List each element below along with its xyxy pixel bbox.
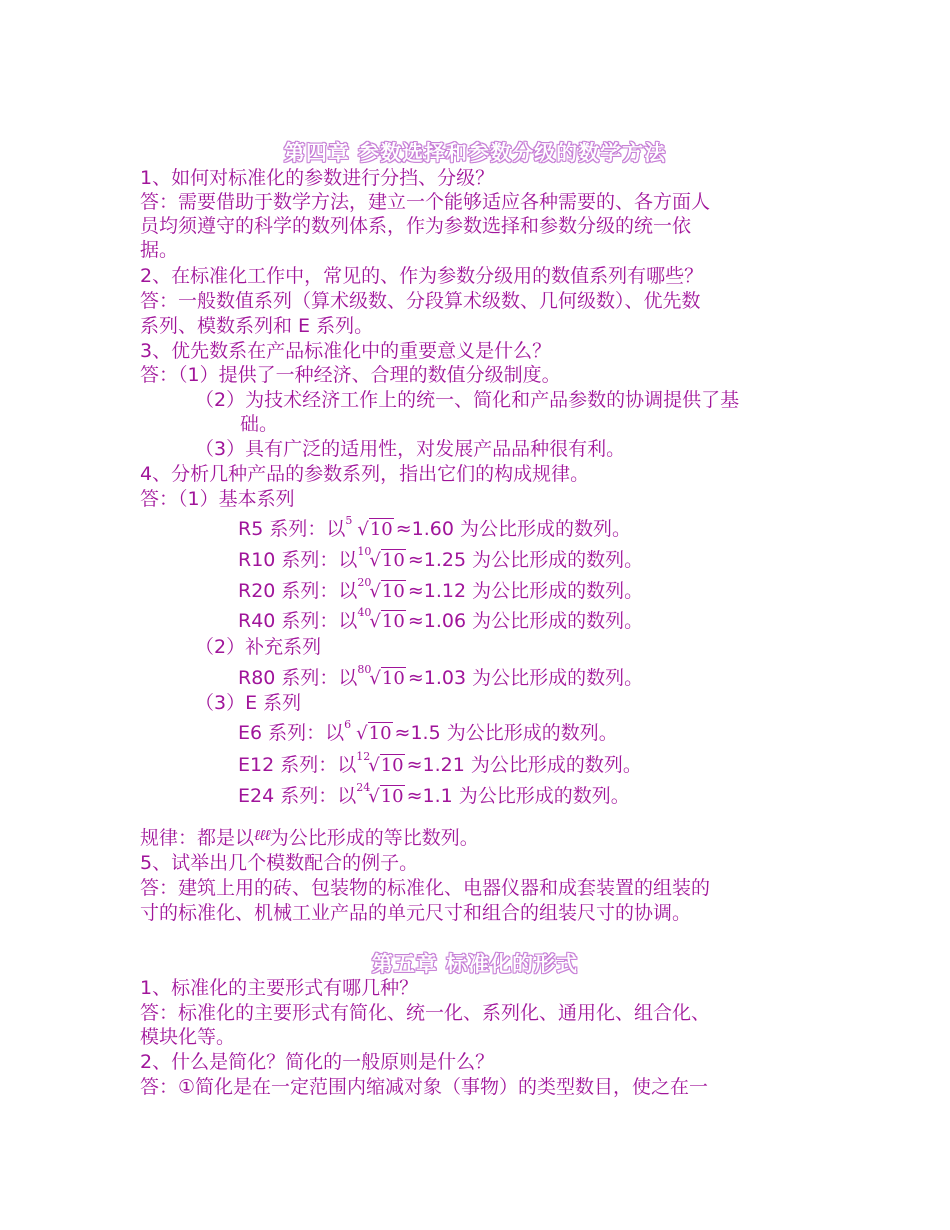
rule-line: 规律：都是以ℓℓℓ为公比形成的等比数列。 <box>140 826 479 851</box>
answer-2-line-2: 系列、模数系列和 E 系列。 <box>140 315 374 337</box>
radical: 10 √10 <box>357 545 405 571</box>
series-row: R5 系列：以 5 √10 ≈1.60 为公比形成的数列。 <box>238 514 631 540</box>
radical: 6 √10 <box>344 718 392 744</box>
supplement-heading: （2）补充系列 <box>195 636 322 658</box>
series-row: E24 系列：以 24 √10 ≈1.1 为公比形成的数列。 <box>238 781 630 807</box>
answer-3-item-2-cont: 础。 <box>240 413 279 435</box>
ch5-question-1: 1、标准化的主要形式有哪几种？ <box>140 977 419 999</box>
answer-5-line-2: 寸的标准化、机械工业产品的单元尺寸和组合的组装尺寸的协调。 <box>140 902 692 924</box>
series-row: E6 系列：以 6 √10 ≈1.5 为公比形成的数列。 <box>238 718 618 744</box>
chapter5-title: 第五章 标准化的形式 <box>371 952 579 976</box>
series-row: R10 系列：以 10 √10 ≈1.25 为公比形成的数列。 <box>238 545 644 571</box>
ch5-question-2: 2、什么是简化？简化的一般原则是什么？ <box>140 1051 495 1073</box>
chapter4-title: 第四章 参数选择和参数分级的数学方法 <box>283 141 667 165</box>
series-row: R80 系列：以 80 √10 ≈1.03 为公比形成的数列。 <box>238 663 644 689</box>
question-1: 1、如何对标准化的参数进行分挡、分级？ <box>140 167 495 189</box>
e-series-heading: （3）E 系列 <box>195 692 302 714</box>
question-2: 2、在标准化工作中，常见的、作为参数分级用的数值系列有哪些？ <box>140 265 704 287</box>
answer-1-line-2: 员均须遵守的科学的数列体系，作为参数选择和参数分级的统一依 <box>140 215 692 237</box>
answer-2-line-1: 答：一般数值系列（算术级数、分段算术级数、几何级数）、优先数 <box>140 290 701 312</box>
answer-3-item-3: （3）具有广泛的适用性，对发展产品品种很有利。 <box>195 438 626 460</box>
radical: 12 √10 <box>356 750 404 776</box>
radical: 24 √10 <box>356 781 404 807</box>
answer-1-line-3: 据。 <box>140 239 179 261</box>
series-row: R20 系列：以 20 √10 ≈1.12 为公比形成的数列。 <box>238 576 644 602</box>
series-row: E12 系列：以 12 √10 ≈1.21 为公比形成的数列。 <box>238 750 642 776</box>
question-4: 4、分析几种产品的参数系列，指出它们的构成规律。 <box>140 463 590 485</box>
question-5: 5、试举出几个模数配合的例子。 <box>140 852 419 874</box>
ch5-answer-1-line-2: 模块化等。 <box>140 1026 236 1048</box>
radical: 80 √10 <box>357 663 405 689</box>
question-3: 3、优先数系在产品标准化中的重要意义是什么？ <box>140 340 552 362</box>
ch5-answer-1-line-1: 答：标准化的主要形式有简化、统一化、系列化、通用化、组合化、 <box>140 1002 711 1024</box>
answer-5-line-1: 答：建筑上用的砖、包装物的标准化、电器仪器和成套装置的组装的 <box>140 877 711 899</box>
answer-3-item-1: 答：（1）提供了一种经济、合理的数值分级制度。 <box>140 364 561 386</box>
radical: 5 √10 <box>345 514 393 540</box>
series-row: R40 系列：以 40 √10 ≈1.06 为公比形成的数列。 <box>238 606 644 632</box>
radical: 40 √10 <box>357 606 405 632</box>
answer-3-item-2: （2）为技术经济工作上的统一、简化和产品参数的协调提供了基 <box>195 389 740 411</box>
answer-4-basic-heading: 答：（1）基本系列 <box>140 488 295 510</box>
radical: 20 √10 <box>357 576 405 602</box>
answer-1-line-1: 答：需要借助于数学方法，建立一个能够适应各种需要的、各方面人 <box>140 191 711 213</box>
ch5-answer-2-line-1: 答：①简化是在一定范围内缩减对象（事物）的类型数目，使之在一 <box>140 1076 709 1098</box>
garbled-formula: ℓℓℓ <box>254 826 270 844</box>
